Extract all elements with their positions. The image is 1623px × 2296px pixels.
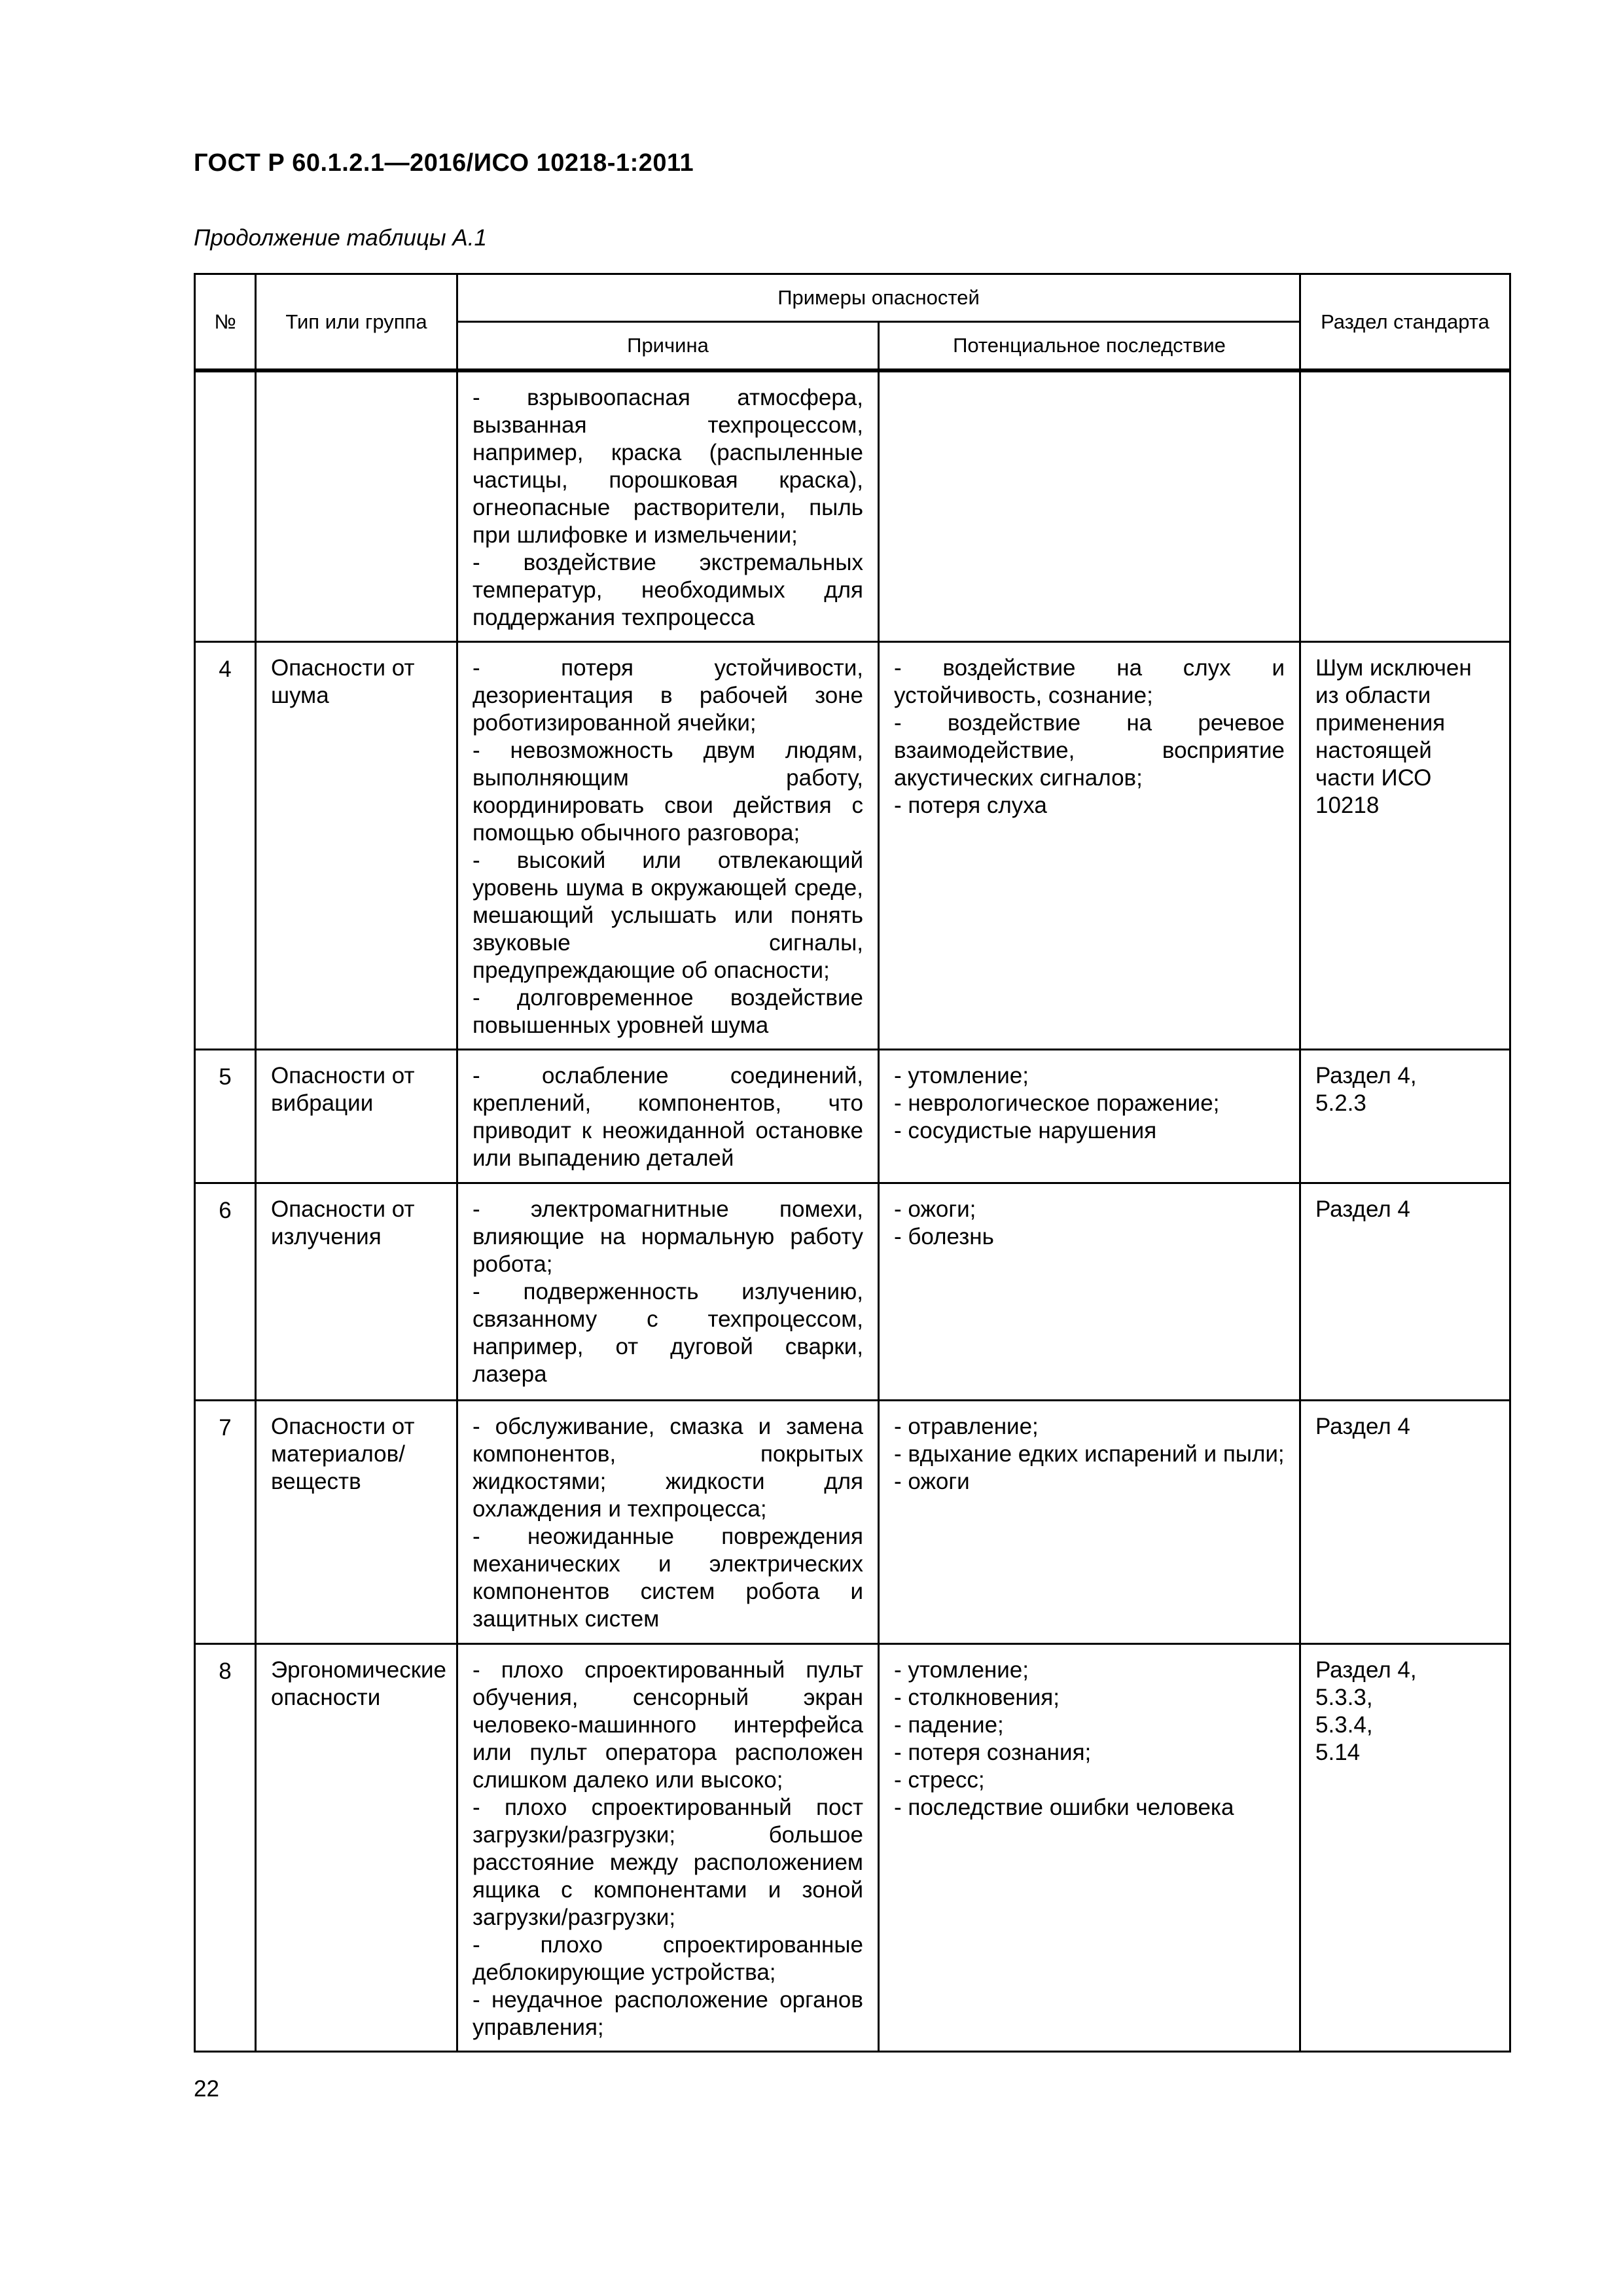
cell-line: - потеря слуха [894, 793, 1047, 818]
cell-line: - потеря сознания; [894, 1740, 1092, 1765]
row-number: 6 [195, 1183, 256, 1401]
row-number: 4 [195, 642, 256, 1050]
row-section [1300, 1644, 1510, 2052]
row-effect [879, 642, 1300, 1050]
row-cause [457, 1183, 879, 1401]
cell-line: - вдыхание едких испарений и пыли; [894, 1441, 1285, 1467]
row-section [1300, 1050, 1510, 1183]
table-row [195, 1644, 1510, 2052]
cell-line: - стресс; [894, 1767, 985, 1793]
row-type-group: Опасности от материалов/ веществ [256, 1401, 457, 1644]
row-effect [879, 1644, 1300, 2052]
table-row [195, 1050, 1510, 1183]
row-section [1300, 642, 1510, 1050]
cell-line: - подверженность излучению, связанному с техпроцессом, например, от дуговой сварки, лазера [473, 1279, 863, 1387]
header-cause: Причина [457, 322, 879, 370]
row-number: 7 [195, 1401, 256, 1644]
row-effect [879, 1401, 1300, 1644]
cell-line: - плохо спроектированные деблокирующие устройства; [473, 1932, 863, 1985]
table-row [195, 1401, 1510, 1644]
row-effect [879, 1050, 1300, 1183]
cell-line: Раздел 4, [1315, 1657, 1417, 1683]
row-type-group [256, 372, 457, 642]
row-section [1300, 1401, 1510, 1644]
row-type-group: Опасности от шума [256, 642, 457, 1050]
cell-line: Раздел 4 [1315, 1196, 1410, 1222]
cell-line: - сосудистые нарушения [894, 1118, 1157, 1143]
cell-line: 5.2.3 [1315, 1090, 1366, 1116]
cell-line: - последствие ошибки человека [894, 1795, 1234, 1820]
table-row [195, 642, 1510, 1050]
cell-line: - падение; [894, 1712, 1004, 1738]
cell-line: - воздействие на слух и устойчивость, сознание; [894, 655, 1285, 708]
cell-line: 5.14 [1315, 1740, 1361, 1765]
header-standard-section: Раздел стандарта [1300, 274, 1510, 370]
row-cause [457, 372, 879, 642]
row-cause [457, 1401, 879, 1644]
cell-line: - обслуживание, смазка и замена компонентов, покрытых жидкостями; жидкости для охлаждения и техпроцесса; [473, 1414, 863, 1522]
cell-line: - потеря устойчивости, дезориентация в рабочей зоне роботизированной ячейки; [473, 655, 863, 736]
cell-line: - ожоги [894, 1469, 970, 1494]
cell-line: - болезнь [894, 1224, 994, 1249]
header-hazard-examples: Примеры опасностей [457, 274, 1300, 322]
header-potential-effect: Потенциальное последствие [879, 322, 1300, 370]
row-number [195, 372, 256, 642]
row-effect [879, 372, 1300, 642]
cell-line: - невозможность двум людям, выполняющим работу, координировать свои действия с помощью обычного разговора; [473, 738, 863, 846]
cell-line: - электромагнитные помехи, влияющие на нормальную работу робота; [473, 1196, 863, 1277]
table-caption: Продолжение таблицы А.1 [194, 225, 487, 251]
row-cause [457, 642, 879, 1050]
cell-line: - неудачное расположение органов управления; [473, 1987, 863, 2040]
row-number: 5 [195, 1050, 256, 1183]
row-cause [457, 1644, 879, 2052]
table-row [195, 372, 1510, 642]
cell-line: - утомление; [894, 1657, 1029, 1683]
cell-line: 5.3.3, [1315, 1685, 1373, 1710]
cell-line: - отравление; [894, 1414, 1039, 1439]
row-type-group: Опасности от вибрации [256, 1050, 457, 1183]
row-type-group: Эргономические опасности [256, 1644, 457, 2052]
cell-line: - ожоги; [894, 1196, 976, 1222]
cell-line: - взрывоопасная атмосфера, вызванная техпроцессом, например, краска (распыленные частицы, порошковая краска), огнеопасные растворители, пыль при шлифовке и измельчении; [473, 385, 863, 548]
hazards-table [194, 273, 1511, 2053]
row-section [1300, 1183, 1510, 1401]
header-type-group: Тип или группа [256, 274, 457, 370]
cell-line: - воздействие экстремальных температур, необходимых для поддержания техпроцесса [473, 550, 863, 630]
cell-line: - плохо спроектированный пульт обучения, сенсорный экран человеко-машинного интерфейса или пульт оператора расположен слишком далеко или высоко; [473, 1657, 863, 1793]
cell-line: - утомление; [894, 1063, 1029, 1088]
page-number: 22 [194, 2076, 219, 2102]
cell-line: Раздел 4, [1315, 1063, 1417, 1088]
row-effect [879, 1183, 1300, 1401]
row-type-group: Опасности от излучения [256, 1183, 457, 1401]
cell-line: - долговременное воздействие повышенных уровней шума [473, 985, 863, 1038]
cell-line: - неожиданные повреждения механических и электрических компонентов систем робота и защитных систем [473, 1524, 863, 1632]
header-number: № [195, 274, 256, 370]
row-cause [457, 1050, 879, 1183]
cell-line: Шум исключен из области применения настоящей части ИСО 10218 [1315, 655, 1472, 818]
cell-line: - высокий или отвлекающий уровень шума в окружающей среде, мешающий услышать или понять звуковые сигналы, предупреждающие об опасности; [473, 848, 863, 983]
cell-line: - ослабление соединений, креплений, компонентов, что приводит к неожиданной остановке или выпадению деталей [473, 1063, 863, 1171]
cell-line: - столкновения; [894, 1685, 1060, 1710]
cell-line: Раздел 4 [1315, 1414, 1410, 1439]
document-header-title: ГОСТ Р 60.1.2.1—2016/ИСО 10218-1:2011 [194, 149, 694, 177]
cell-line: - плохо спроектированный пост загрузки/разгрузки; большое расстояние между расположением ящика с компонентами и зоной загрузки/разгрузки; [473, 1795, 863, 1930]
table-row [195, 1183, 1510, 1401]
cell-line: - воздействие на речевое взаимодействие, восприятие акустических сигналов; [894, 710, 1285, 791]
row-number: 8 [195, 1644, 256, 2052]
cell-line: 5.3.4, [1315, 1712, 1373, 1738]
cell-line: - неврологическое поражение; [894, 1090, 1220, 1116]
row-section [1300, 372, 1510, 642]
